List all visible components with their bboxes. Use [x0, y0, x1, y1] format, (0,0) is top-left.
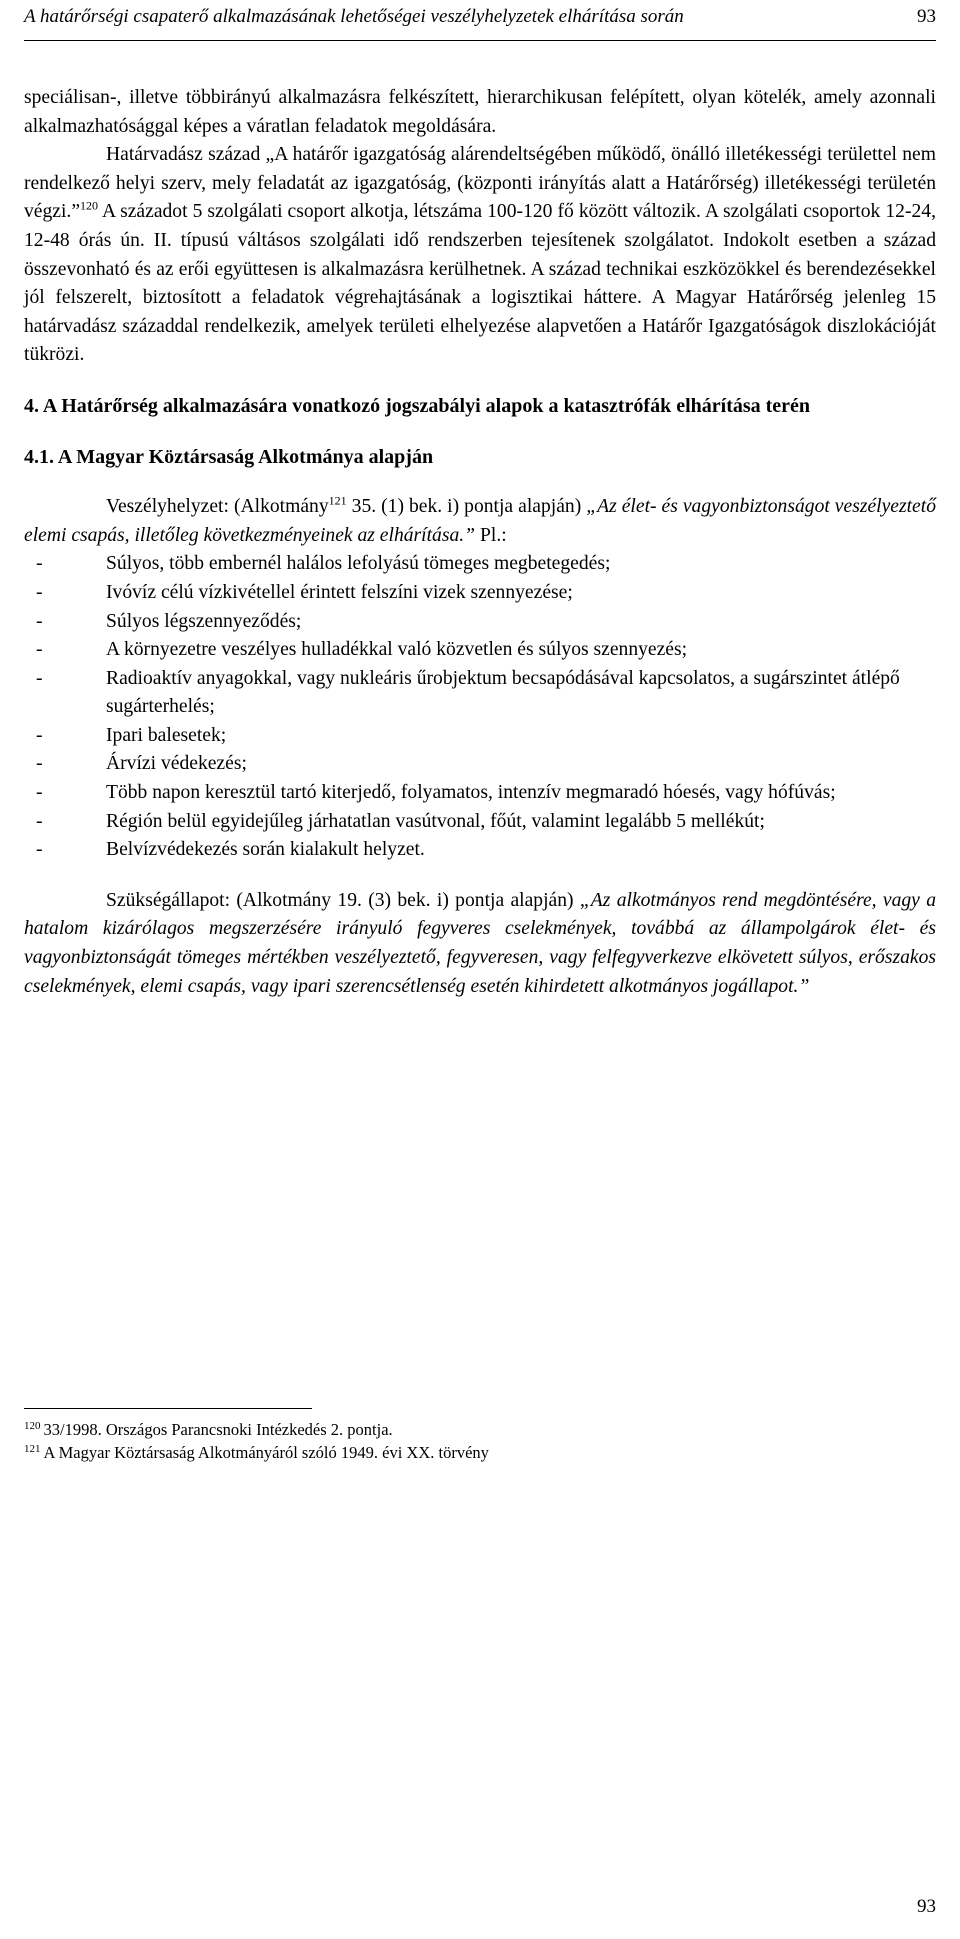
footnote-text: A Magyar Köztársaság Alkotmányáról szóló 1949. évi XX. törvény: [43, 1443, 489, 1462]
list-dash: -: [36, 581, 43, 603]
list-dash: -: [36, 753, 43, 775]
main-text: [24, 84, 936, 1001]
running-header: [24, 0, 936, 41]
paragraph-szuksegallapot: [24, 887, 936, 1001]
list-item: - Ivóvíz célú vízkivétellel érintett felszíni vizek szennyezése;: [24, 579, 936, 608]
paragraph-text: 35. (1) bek. i) pontja alapján): [346, 496, 587, 518]
list-dash: -: [36, 639, 43, 661]
list-item: - Árvízi védekezés;: [24, 750, 936, 779]
header-page-number: 93: [917, 6, 936, 27]
hazard-list: [24, 550, 936, 865]
list-dash: -: [36, 839, 43, 861]
footnote-ref-120[interactable]: 120: [80, 198, 99, 213]
list-item: - Ipari balesetek;: [24, 722, 936, 751]
list-item: - Súlyos, több embernél halálos lefolyású tömeges megbetegedés;: [24, 550, 936, 579]
list-item: - Súlyos légszennyeződés;: [24, 608, 936, 637]
footer-page-number: 93: [917, 1896, 936, 1917]
footnote-ref-121[interactable]: 121: [328, 493, 347, 508]
document-page: [24, 0, 936, 1939]
paragraph-hatarvadasz: [24, 141, 936, 370]
footnote-number: 121: [24, 1442, 41, 1455]
paragraph-text: Veszélyhelyzet: (Alkotmány: [106, 496, 329, 518]
list-dash: -: [36, 667, 43, 689]
footnote-text: 33/1998. Országos Parancsnoki Intézkedés 2. pontja.: [43, 1420, 393, 1439]
paragraph-veszelyhelyzet: [24, 493, 936, 550]
section-heading-4: 4. A Határőrség alkalmazására vonatkozó jogszabályi alapok a katasztrófák elhárítása terén: [24, 394, 811, 417]
footnote-120: [24, 1418, 936, 1441]
list-item: - Belvízvédekezés során kialakult helyzet.: [24, 836, 936, 865]
list-item: - Régión belül egyidejűleg járhatatlan vasútvonal, főút, valamint legalább 5 mellékút;: [24, 808, 936, 837]
section-heading-4-1: 4.1. A Magyar Köztársaság Alkotmánya alapján: [24, 445, 434, 468]
paragraph-text: Szükségállapot: (Alkotmány 19. (3) bek. i) pontja alapján): [106, 889, 580, 911]
footnote-number: 120: [24, 1419, 41, 1432]
footnotes: [24, 1418, 936, 1464]
paragraph-text: A századot 5 szolgálati csoport alkotja, létszáma 100-120 fő között változik. A szolgálati csoportok 12-24, 12-48 órás ún. II. típusú váltásos szolgálati idő rendszerben tejesítenek szolgálatot. Indokolt esetben a század összevonható és az erői együttesen is alkalmazásra kerülhetnek. A század technikai eszközökkel és berendezésekkel jól felszerelt, biztosított a feladatok végrehajtásának a logisztikai háttere. A Magyar Határőrség jelenleg 15 határvadász századdal rendelkezik, amelyek területi elhelyezése alapvetően a Határőr Igazgatóságok diszlokációját tükrözi.: [24, 201, 936, 366]
quoted-definition: „Az élet- és vagyonbiztonságot veszélyeztető elemi csapás, illetőleg következményeinek az elhárítása.”: [24, 496, 936, 546]
list-dash: -: [36, 553, 43, 575]
header-title: A határőrségi csapaterő alkalmazásának lehetőségei veszélyhelyzetek elhárítása során: [24, 6, 684, 27]
list-dash: -: [36, 610, 43, 632]
list-dash: -: [36, 810, 43, 832]
quoted-definition: „Az alkotmányos rend megdöntésére, vagy a hatalom kizárólagos megszerzésére irányuló fegyveres cselekmények, továbbá az állampolgárok élet- és vagyonbiztonságát tömeges mértékben veszélyeztető, fegyveresen, vagy felfegyverkezve elkövetett súlyos, erőszakos cselekmények, elemi csapás, vagy ipari szerencsétlenség esetén kihirdetett alkotmányos jogállapot.”: [24, 889, 936, 997]
list-item: - Radioaktív anyagokkal, vagy nukleáris űrobjektum becsapódásával kapcsolatos, a sugárszintet átlépő sugárterhelés;: [24, 665, 936, 722]
paragraph-continuation: speciálisan-, illetve többirányú alkalmazásra felkészített, hierarchikusan felépített, olyan kötelék, amely azonnali alkalmazhatósággal képes a váratlan feladatok megoldására.: [24, 87, 936, 137]
footnote-separator: [24, 1408, 312, 1409]
list-item: - A környezetre veszélyes hulladékkal való közvetlen és súlyos szennyezés;: [24, 636, 936, 665]
list-dash: -: [36, 782, 43, 804]
list-item: - Több napon keresztül tartó kiterjedő, folyamatos, intenzív megmaradó hóesés, vagy hófúvás;: [24, 779, 936, 808]
paragraph-text: Határvadász század „A határőr igazgatóság alárendeltségében működő, önálló illetékességi területtel nem rendelkező helyi szerv, mely feladatát az igazgatóság, (központi irányítás alatt a Határőrség) illetékességi területén végzi.”: [24, 144, 936, 223]
paragraph-text: Pl.:: [475, 524, 507, 546]
footnote-121: [24, 1441, 936, 1464]
list-dash: -: [36, 724, 43, 746]
